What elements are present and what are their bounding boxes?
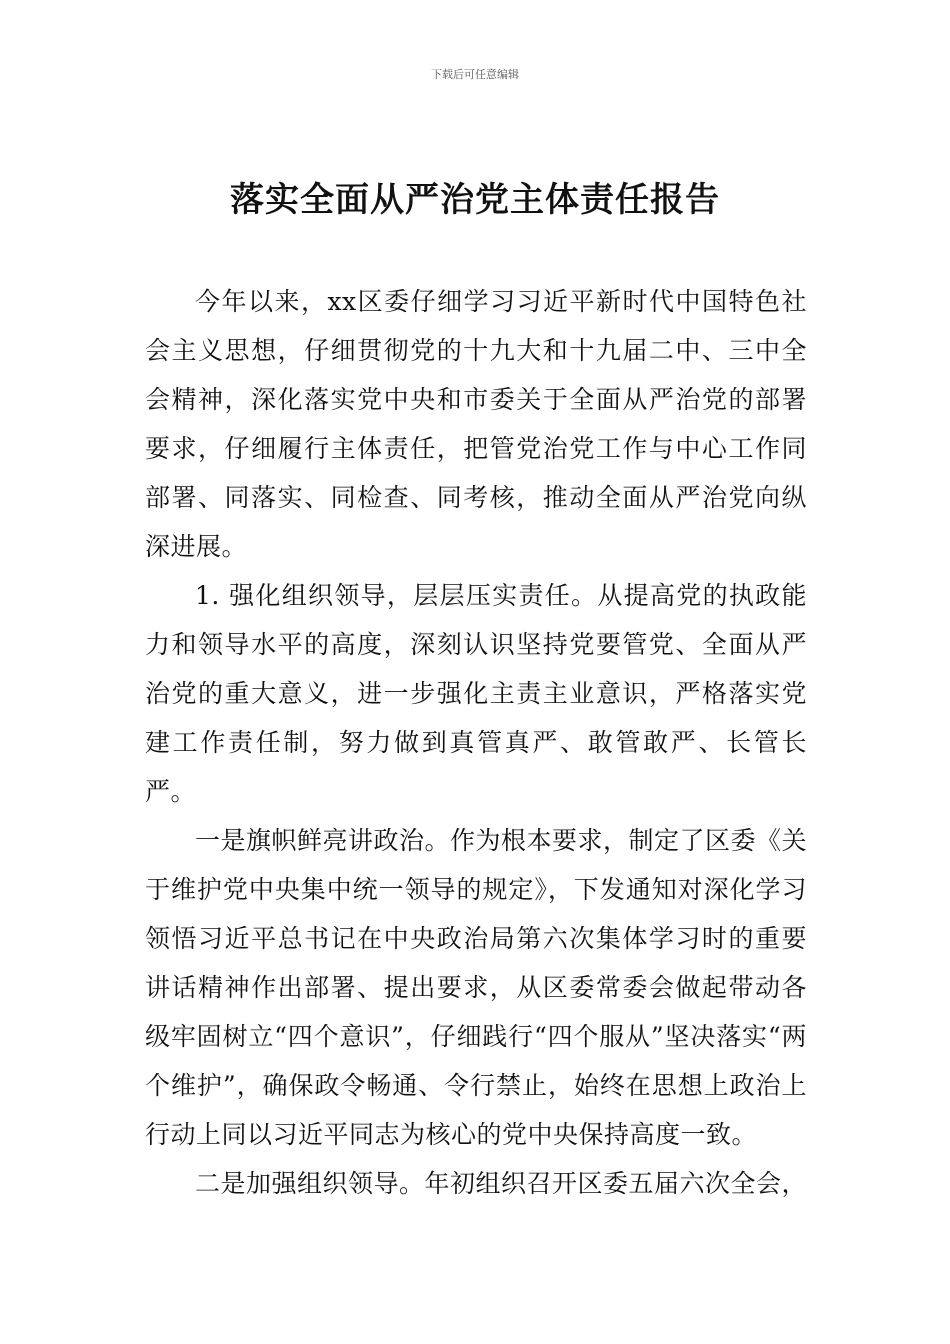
paragraph-section-1: 1. 强化组织领导，层层压实责任。从提高党的执政能力和领导水平的高度，深刻认识坚持党要管党、全面从严治党的重大意义，进一步强化主责主业意识，严格落实党建工作责任制，努力做到真管真严、敢管敢严、长管长严。 <box>145 581 807 806</box>
paragraph-point-1: 一是旗帜鲜亮讲政治。作为根本要求，制定了区委《关于维护党中央集中统一领导的规定》，下发通知对深化学习领悟习近平总书记在中央政治局第六次集体学习时的重要讲话精神作出部署、提出要求，从区委常委会做起带动各级牢固树立“四个意识”，仔细践行“四个服从”坚决落实“两个维护”，确保政令畅通、令行禁止，始终在思想上政治上行动上同以习近平同志为核心的党中央保持高度一致。 <box>145 826 808 1149</box>
paragraph-intro: 今年以来，xx区委仔细学习习近平新时代中国特色社会主义思想，仔细贯彻党的十九大和十九届二中、三中全会精神，深化落实党中央和市委关于全面从严治党的部署要求，仔细履行主体责任，把管党治党工作与中心工作同部署、同落实、同检查、同考核，推动全面从严治党向纵深进展。 <box>145 287 807 561</box>
document-title: 落实全面从严治党主体责任报告 <box>230 180 720 220</box>
document-body <box>145 277 807 1208</box>
header-note: 下载后可任意编辑 <box>431 68 519 81</box>
paragraph-point-2: 二是加强组织领导。年初组织召开区委五届六次全会， <box>195 1169 808 1198</box>
